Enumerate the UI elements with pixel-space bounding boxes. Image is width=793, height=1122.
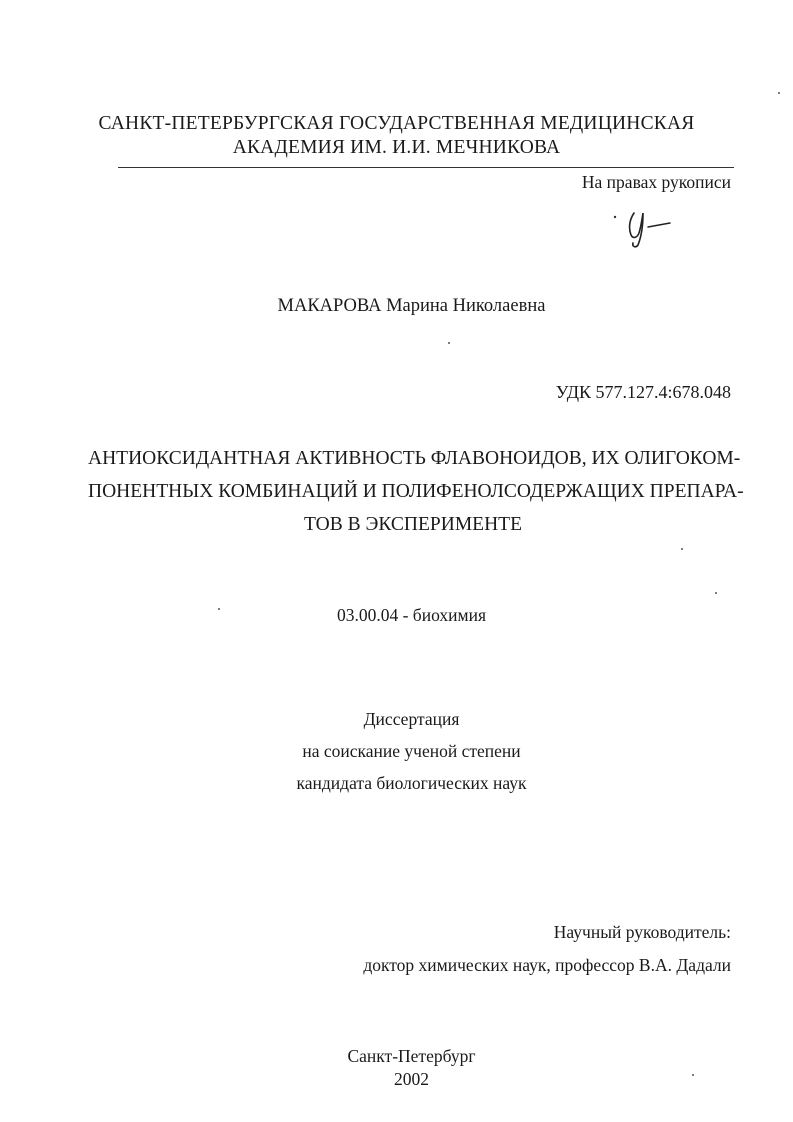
scan-speck [218,608,220,610]
supervisor-block [363,916,731,982]
supervisor-name: доктор химических наук, профессор В.А. Дадали [363,955,731,975]
scan-speck [715,592,717,594]
author-name: МАКАРОВА Марина Николаевна [277,296,546,316]
scan-speck [681,548,683,550]
scan-speck [692,1074,694,1076]
degree-line-3: кандидата биологических наук [296,773,527,793]
title-line-3: ТОВ В ЭКСПЕРИМЕНТЕ [304,514,522,535]
scan-speck [448,342,450,344]
degree-line-2: на соискание ученой степени [302,741,521,761]
specialty-code: 03.00.04 - биохимия [336,605,486,625]
udk-code: УДК 577.127.4:678.048 [555,382,731,402]
year: 2002 [394,1069,429,1089]
institution-name [0,112,793,160]
handwritten-signature [612,205,682,250]
header-divider [118,167,734,168]
rights-note: На правах рукописи [581,172,731,192]
scan-speck [778,92,780,94]
dissertation-title [88,442,744,541]
supervisor-label: Научный руководитель: [553,922,731,942]
institution-line-2: АКАДЕМИЯ ИМ. И.И. МЕЧНИКОВА [232,137,561,158]
title-line-2: ПОНЕНТНЫХ КОМБИНАЦИЙ И ПОЛИФЕНОЛСОДЕРЖАЩИХ ПРЕПАРА- [88,481,744,502]
degree-statement [0,703,793,799]
institution-line-1: САНКТ-ПЕТЕРБУРГСКАЯ ГОСУДАРСТВЕННАЯ МЕДИЦИНСКАЯ [98,113,695,134]
city-name: Санкт-Петербург [347,1046,476,1066]
degree-line-1: Диссертация [363,709,460,729]
title-line-1: АНТИОКСИДАНТНАЯ АКТИВНОСТЬ ФЛАВОНОИДОВ, ИХ ОЛИГОКОМ- [88,448,741,469]
place-and-year [0,1045,793,1091]
